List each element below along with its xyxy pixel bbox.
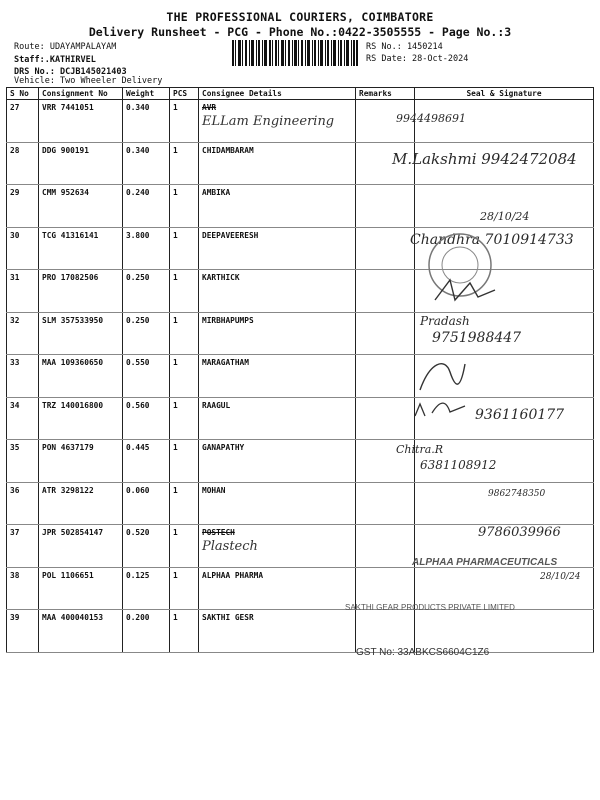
cell-pcs-text: 1	[173, 188, 178, 197]
cell-remarks	[356, 270, 415, 313]
signature-38-date: 28/10/24	[540, 572, 581, 582]
cell-consignee-text: AVR	[202, 103, 217, 112]
cell-consignee	[199, 355, 356, 398]
signature-27: 9944498691	[396, 112, 466, 125]
cell-consignment-no	[39, 100, 123, 143]
cell-pcs	[170, 567, 199, 610]
cell-pcs	[170, 440, 199, 483]
cell-consignee-text: DEEPAVEERESH	[202, 230, 259, 240]
cell-consignee	[199, 312, 356, 355]
cell-remarks	[356, 227, 415, 270]
col-consignment-no: Consignment No	[39, 88, 123, 100]
col-sno: S No	[7, 88, 39, 100]
cell-pcs	[170, 355, 199, 398]
cell-sno-text: 36	[10, 485, 20, 495]
signature-30: Chandhra 7010914733	[410, 232, 574, 248]
col-consignee: Consignee Details	[199, 88, 356, 100]
cell-weight-text: 0.340	[126, 145, 150, 155]
cell-weight-text: 0.520	[126, 528, 150, 537]
cell-consignee-text: MIRBHAPUMPS	[202, 315, 254, 325]
table-header-row	[7, 88, 594, 100]
signature-28: M.Lakshmi 9942472084	[392, 150, 577, 168]
cell-consignee	[199, 227, 356, 270]
cell-pcs	[170, 185, 199, 228]
signature-29-date: 28/10/24	[480, 210, 530, 223]
col-seal-signature: Seal & Signature	[415, 88, 594, 100]
signature-37: 9786039966	[478, 525, 561, 540]
cell-consignment-no	[39, 270, 123, 313]
cell-remarks	[356, 610, 415, 653]
cell-pcs-text: 1	[173, 528, 178, 537]
cell-weight	[123, 440, 170, 483]
cell-consignment-no	[39, 525, 123, 568]
cell-pcs-text: 1	[173, 443, 178, 452]
table-row	[7, 355, 594, 398]
signature-34-initials	[410, 398, 470, 423]
cell-weight-text: 0.445	[126, 443, 150, 452]
cell-consignee-text: ALPHAA PHARMA	[202, 570, 264, 580]
cell-consignment-no-text: PRO 17082506	[42, 273, 99, 282]
barcode-image	[232, 40, 358, 66]
cell-consignee-text: MARAGATHAM	[202, 358, 249, 367]
cell-consignee	[199, 142, 356, 185]
cell-remarks	[356, 525, 415, 568]
cell-consignee-text: POSTECH	[202, 528, 235, 537]
cell-weight-text: 0.250	[126, 273, 150, 282]
drs-number: DRS No.: DCJB145021403	[14, 67, 127, 77]
cell-consignee-text: AMBIKA	[202, 188, 231, 197]
handwritten-consignee: ELLam Engineering	[202, 114, 335, 129]
cell-consignment-no	[39, 227, 123, 270]
cell-consignee	[199, 482, 356, 525]
cell-sno-text: 37	[10, 528, 20, 537]
cell-pcs	[170, 397, 199, 440]
cell-sno-text: 35	[10, 443, 20, 452]
cell-pcs-text: 1	[173, 103, 178, 112]
cell-remarks	[356, 482, 415, 525]
cell-sno	[7, 567, 39, 610]
col-pcs: PCS	[170, 88, 199, 100]
cell-weight-text: 0.125	[126, 570, 150, 580]
cell-consignment-no-text: MAA 400040153	[42, 613, 104, 622]
cell-weight-text: 0.200	[126, 613, 150, 622]
signature-35-phone: 6381108912	[420, 458, 497, 472]
cell-sno-text: 32	[10, 315, 20, 325]
document-title: THE PROFESSIONAL COURIERS, COIMBATORE	[166, 10, 434, 24]
cell-weight	[123, 270, 170, 313]
signature-32-phone: 9751988447	[432, 330, 522, 346]
cell-pcs-text: 1	[173, 315, 178, 325]
cell-consignment-no	[39, 567, 123, 610]
cell-signature	[415, 610, 594, 653]
cell-pcs	[170, 525, 199, 568]
cell-sno	[7, 482, 39, 525]
cell-consignee-text: MOHAN	[202, 485, 226, 495]
cell-pcs-text: 1	[173, 400, 178, 410]
cell-consignment-no-text: JPR 502854147	[42, 528, 104, 537]
stamp-38: ALPHAA PHARMACEUTICALS	[412, 557, 558, 568]
vehicle-label: Vehicle: Two Wheeler Delivery	[14, 76, 163, 86]
table-row	[7, 100, 594, 143]
cell-weight-text: 0.250	[126, 315, 150, 325]
cell-consignee	[199, 440, 356, 483]
cell-sno-text: 28	[10, 145, 20, 155]
cell-consignee-text: KARTHICK	[202, 273, 240, 282]
staff-label: Staff:.KATHIRVEL	[14, 55, 96, 65]
cell-consignment-no-text: TCG 41316141	[42, 230, 99, 240]
cell-consignment-no	[39, 397, 123, 440]
signature-36: 9862748350	[488, 489, 546, 499]
cell-consignment-no-text: PON 4637179	[42, 443, 94, 452]
cell-pcs-text: 1	[173, 230, 178, 240]
cell-sno-text: 31	[10, 273, 20, 282]
cell-sno	[7, 312, 39, 355]
cell-weight	[123, 567, 170, 610]
cell-consignment-no	[39, 482, 123, 525]
cell-remarks	[356, 355, 415, 398]
cell-weight	[123, 100, 170, 143]
cell-pcs-text: 1	[173, 485, 178, 495]
cell-consignee	[199, 270, 356, 313]
cell-weight	[123, 185, 170, 228]
cell-consignee-text: GANAPATHY	[202, 443, 245, 452]
cell-weight	[123, 355, 170, 398]
signature-31-scribble	[430, 275, 500, 305]
signature-32-name: Pradash	[420, 314, 470, 328]
cell-consignee	[199, 185, 356, 228]
cell-pcs	[170, 482, 199, 525]
cell-sno	[7, 100, 39, 143]
cell-consignee	[199, 567, 356, 610]
cell-sno	[7, 397, 39, 440]
cell-sno	[7, 525, 39, 568]
cell-pcs	[170, 100, 199, 143]
cell-consignment-no	[39, 610, 123, 653]
cell-consignment-no-text: CMM 952634	[42, 188, 89, 197]
cell-consignment-no-text: TRZ 140016800	[42, 400, 104, 410]
cell-sno	[7, 270, 39, 313]
cell-consignee-text: CHIDAMBARAM	[202, 145, 254, 155]
cell-weight-text: 0.060	[126, 485, 150, 495]
cell-sno-text: 27	[10, 103, 20, 112]
cell-consignment-no-text: ATR 3298122	[42, 485, 94, 495]
cell-consignee	[199, 525, 356, 568]
cell-weight	[123, 397, 170, 440]
runsheet-subtitle: Delivery Runsheet - PCG - Phone No.:0422-3505555 - Page No.:3	[88, 25, 512, 39]
cell-weight	[123, 227, 170, 270]
cell-sno	[7, 440, 39, 483]
cell-sno	[7, 355, 39, 398]
signature-33-scribble	[410, 352, 470, 397]
cell-pcs-text: 1	[173, 613, 178, 622]
cell-consignee-text: SAKTHI GESR	[202, 613, 254, 622]
table-row	[7, 610, 594, 653]
cell-consignment-no-text: SLM 357533950	[42, 315, 104, 325]
table-row	[7, 440, 594, 483]
col-remarks: Remarks	[356, 88, 415, 100]
cell-consignment-no-text: MAA 109360650	[42, 358, 104, 367]
signature-35-name: Chitra.R	[396, 443, 444, 456]
cell-sno-text: 39	[10, 613, 20, 622]
cell-weight-text: 3.800	[126, 230, 150, 240]
cell-sno-text: 34	[10, 400, 20, 410]
cell-sno	[7, 610, 39, 653]
col-weight: Weight	[123, 88, 170, 100]
signature-34: 9361160177	[475, 407, 565, 423]
cell-consignment-no	[39, 312, 123, 355]
stamp-39: SAKTHI GEAR PRODUCTS PRIVATE LIMITED	[345, 603, 515, 612]
cell-consignee	[199, 610, 356, 653]
cell-weight-text: 0.340	[126, 103, 150, 112]
cell-pcs	[170, 142, 199, 185]
stamp-39-gst: GST No: 33ABKCS6604C1Z6	[356, 647, 490, 658]
cell-consignment-no-text: VRR 7441051	[42, 103, 94, 112]
cell-consignment-no	[39, 355, 123, 398]
cell-consignment-no-text: POL 1106651	[42, 570, 94, 580]
handwritten-consignee: Plastech	[202, 539, 258, 554]
cell-sno-text: 30	[10, 230, 20, 240]
cell-remarks	[356, 312, 415, 355]
cell-weight	[123, 312, 170, 355]
rs-number: RS No.: 1450214	[366, 42, 443, 52]
cell-pcs	[170, 270, 199, 313]
cell-weight-text: 0.550	[126, 358, 150, 367]
cell-consignee	[199, 100, 356, 143]
cell-sno-text: 29	[10, 188, 20, 197]
cell-consignment-no	[39, 185, 123, 228]
cell-consignment-no	[39, 440, 123, 483]
table-row	[7, 270, 594, 313]
cell-consignee	[199, 397, 356, 440]
cell-sno	[7, 227, 39, 270]
cell-sno-text: 33	[10, 358, 20, 367]
cell-pcs-text: 1	[173, 358, 178, 367]
cell-weight	[123, 525, 170, 568]
cell-pcs-text: 1	[173, 570, 178, 580]
cell-sno-text: 38	[10, 570, 20, 580]
cell-consignee-text: RAAGUL	[202, 400, 231, 410]
cell-pcs	[170, 610, 199, 653]
cell-weight	[123, 482, 170, 525]
cell-pcs-text: 1	[173, 273, 178, 282]
cell-consignment-no	[39, 142, 123, 185]
cell-pcs	[170, 312, 199, 355]
cell-sno	[7, 142, 39, 185]
cell-pcs-text: 1	[173, 145, 178, 155]
cell-remarks	[356, 397, 415, 440]
cell-weight-text: 0.240	[126, 188, 150, 197]
cell-remarks	[356, 185, 415, 228]
cell-weight-text: 0.560	[126, 400, 150, 410]
route-label: Route: UDAYAMPALAYAM	[14, 42, 117, 52]
cell-consignment-no-text: DDG 900191	[42, 145, 89, 155]
cell-weight	[123, 610, 170, 653]
cell-sno	[7, 185, 39, 228]
cell-pcs	[170, 227, 199, 270]
rs-date: RS Date: 28-Oct-2024	[366, 54, 469, 64]
cell-weight	[123, 142, 170, 185]
